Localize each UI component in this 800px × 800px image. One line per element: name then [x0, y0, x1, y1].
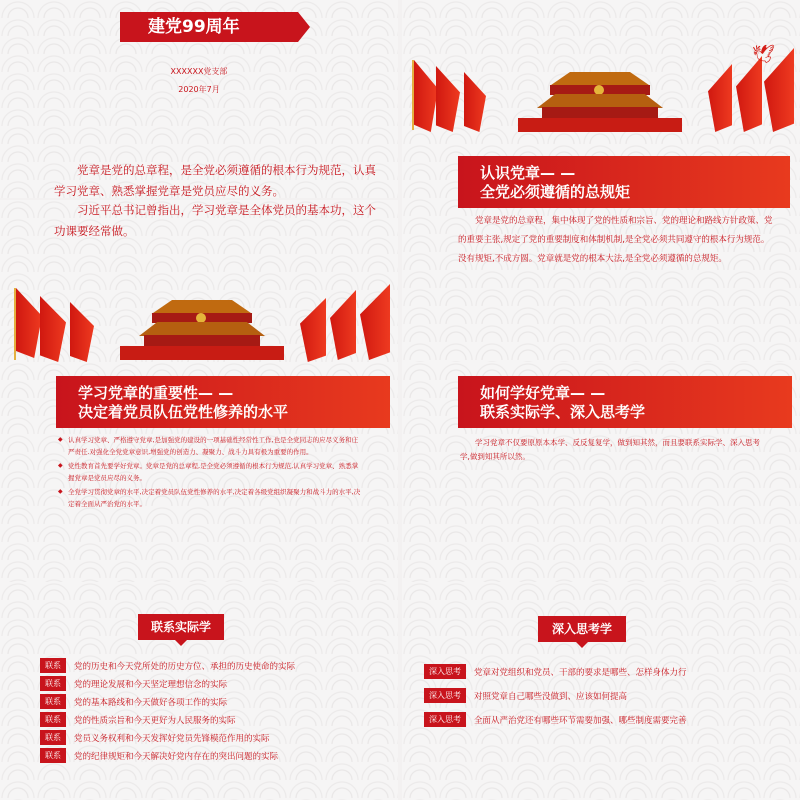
tiananmen-gate-image	[132, 300, 272, 360]
dove-icon: 🕊	[752, 44, 775, 65]
red-flag-icon	[70, 302, 94, 362]
section-body: 学习党章不仅要原原本本学、反反复复学，做到知其然，而且要联系实际学、深入思考学,做到知其所以然。	[460, 438, 760, 461]
item-tag: 联系	[40, 730, 66, 745]
item-text: 党的基本路线和今天做好各项工作的实际	[74, 697, 228, 708]
section-title-bar	[56, 376, 390, 428]
section-title-line1: 学习党章的重要性— —	[78, 384, 234, 402]
slide-title: 深入思考学	[538, 616, 626, 642]
red-flag-icon	[40, 296, 66, 362]
slide-cover	[0, 0, 398, 198]
red-flag-icon	[708, 64, 732, 132]
section-title-bar	[458, 156, 790, 208]
list-item	[424, 688, 627, 703]
list-item	[40, 712, 236, 727]
item-text: 党章对党组织和党员、干部的要求是哪些、怎样身体力行	[474, 667, 687, 678]
red-flag-icon	[436, 66, 460, 132]
date-label: 2020年7月	[178, 85, 220, 94]
list-item	[424, 712, 687, 727]
flag-pole	[412, 60, 414, 130]
section-title-line2: 决定着党员队伍党性修养的水平	[78, 403, 289, 421]
slide-know-charter	[402, 0, 800, 398]
item-text: 党的历史和今天党所处的历史方位、承担的历史使命的实际	[74, 661, 296, 672]
bullet-item: ◆ 认真学习党章、严格遵守党章,是加强党的建设的一项基础性经常性工作,也是全党同志的应尽义务和庄严责任.对强化全党党章意识,增强党的创造力、凝聚力、战斗力具有极为重要的作用。	[58, 434, 363, 458]
item-text: 党员义务权利和今天发挥好党员先锋模范作用的实际	[74, 733, 270, 744]
item-tag: 深入思考	[424, 664, 466, 679]
item-text: 党的性质宗旨和今天更好为人民服务的实际	[74, 715, 236, 726]
flag-pole	[14, 288, 16, 360]
item-tag: 深入思考	[424, 688, 466, 703]
section-title-line1: 认识党章— —	[480, 164, 576, 182]
item-tag: 联系	[40, 712, 66, 727]
item-tag: 联系	[40, 694, 66, 709]
red-flag-icon	[300, 298, 326, 362]
emblem-icon	[196, 313, 206, 323]
section-title-line1: 如何学好党章— —	[480, 384, 606, 402]
bullet-item: ◆ 党性教育首先要学好党章。党章是党的总章程,是全党必须遵循的根本行为规范,认真学习党章、熟悉掌握党章是党员应尽的义务。	[58, 460, 363, 484]
red-flag-icon	[414, 60, 438, 132]
intro-paragraph-1: 党章是党的总章程，是全党必须遵循的根本行为规范，认真学习党章、熟悉掌握党章是党员应尽的义务。	[54, 163, 376, 198]
slide-how-to-learn	[402, 362, 800, 598]
slide-learn-by-thinking	[402, 582, 800, 800]
slide-title: 建党99周年	[120, 12, 298, 42]
slide-learn-by-practice	[0, 582, 398, 800]
section-title-line2: 全党必须遵循的总规矩	[480, 183, 631, 201]
red-flag-icon	[330, 290, 356, 360]
list-item	[424, 664, 687, 679]
item-text: 党的纪律规矩和今天解决好党内存在的突出问题的实际	[74, 751, 279, 762]
item-tag: 深入思考	[424, 712, 466, 727]
intro-paragraph-2: 习近平总书记曾指出，学习党章是全体党员的基本功，这个功课要经常做。	[54, 203, 376, 238]
item-tag: 联系	[40, 748, 66, 763]
red-flag-icon	[736, 56, 762, 132]
list-item	[40, 694, 227, 709]
slide-importance	[0, 362, 398, 598]
slide-title: 联系实际学	[138, 614, 224, 640]
list-item	[40, 748, 278, 763]
red-flag-icon	[464, 72, 486, 132]
section-title-line2: 联系实际学、深入思考学	[480, 403, 646, 421]
bullet-item: ◆ 全党学习贯彻党章的水平,决定着党员队伍党性修养的水平,决定着各级党组织凝聚力和战斗力的水平,决定着全面从严治党的水平。	[58, 486, 363, 510]
emblem-icon	[594, 85, 604, 95]
item-tag: 联系	[40, 658, 66, 673]
item-text: 党的理论发展和今天坚定理想信念的实际	[74, 679, 228, 690]
red-flag-icon	[360, 284, 390, 360]
item-text: 对照党章自己哪些没做到、应该如何提高	[474, 691, 628, 702]
section-title-bar	[458, 376, 792, 428]
red-flag-icon	[16, 288, 42, 358]
item-tag: 联系	[40, 676, 66, 691]
org-name: XXXXXX党支部	[170, 67, 228, 76]
item-text: 全面从严治党还有哪些环节需要加强、哪些制度需要完善	[474, 715, 687, 726]
section-body: 党章是党的总章程，集中体现了党的性质和宗旨、党的理论和路线方针政策、党的重要主张,规定了党的重要制度和体制机制,是全党必须共同遵守的根本行为规范。没有规矩,不成方圆。党章就是党的根本大法,是全党必须遵循的总规矩。	[458, 216, 773, 264]
list-item	[40, 676, 227, 691]
list-item	[40, 658, 295, 673]
tiananmen-gate-image	[530, 72, 670, 132]
bullet-list	[58, 434, 363, 512]
list-item	[40, 730, 270, 745]
